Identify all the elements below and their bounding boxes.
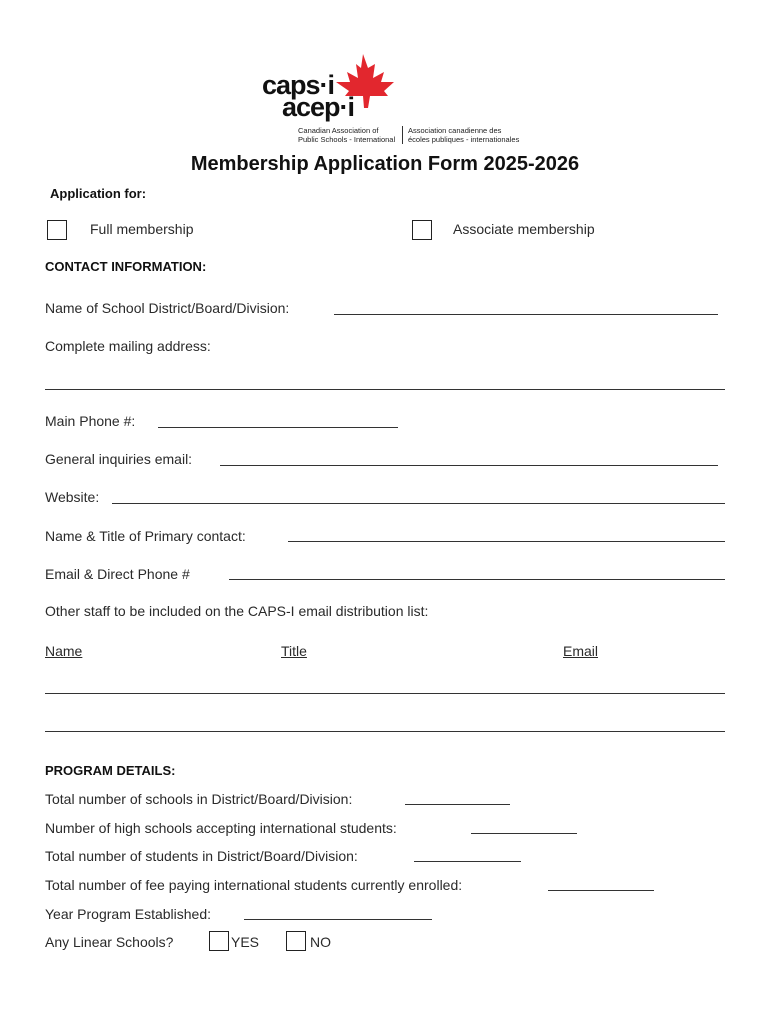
logo-english-name-line2: Public Schools - International — [298, 135, 396, 144]
full-membership-label: Full membership — [90, 221, 194, 237]
main-phone-label: Main Phone #: — [45, 413, 136, 429]
logo-french-name-line2: écoles publiques - internationales — [408, 135, 520, 144]
primary-contact-field[interactable] — [288, 541, 725, 542]
mailing-address-label: Complete mailing address: — [45, 338, 211, 354]
application-for-label: Application for: — [50, 186, 147, 201]
email-phone-field[interactable] — [229, 579, 725, 580]
associate-membership-label: Associate membership — [453, 221, 595, 237]
linear-no-label: NO — [310, 934, 331, 950]
logo-divider — [402, 126, 403, 144]
high-schools-label: Number of high schools accepting international students: — [45, 820, 397, 836]
school-district-field[interactable] — [334, 314, 718, 315]
school-district-label: Name of School District/Board/Division: — [45, 300, 290, 316]
column-name: Name — [45, 643, 83, 659]
general-email-label: General inquiries email: — [45, 451, 193, 467]
year-established-label: Year Program Established: — [45, 906, 212, 922]
primary-contact-label: Name & Title of Primary contact: — [45, 528, 246, 544]
form-title: Membership Application Form 2025-2026 — [190, 153, 580, 175]
fee-paying-label: Total number of fee paying international students currently enrolled: — [45, 877, 463, 893]
program-heading: PROGRAM DETAILS: — [45, 763, 176, 778]
column-title: Title — [281, 643, 307, 659]
staff-row-field-1[interactable] — [45, 693, 725, 694]
linear-schools-label: Any Linear Schools? — [45, 934, 174, 950]
column-email: Email — [563, 643, 599, 659]
contact-heading: CONTACT INFORMATION: — [45, 259, 207, 274]
website-label: Website: — [45, 489, 100, 505]
general-email-field[interactable] — [220, 465, 718, 466]
logo-french-name-line1: Association canadienne des — [408, 126, 502, 135]
logo-english-name-line1: Canadian Association of — [298, 126, 379, 135]
staff-row-field-2[interactable] — [45, 731, 725, 732]
associate-membership-checkbox[interactable] — [412, 220, 432, 240]
high-schools-field[interactable] — [471, 833, 577, 834]
full-membership-checkbox[interactable] — [47, 220, 67, 240]
schools-label: Total number of schools in District/Board/Division: — [45, 791, 353, 807]
students-label: Total number of students in District/Board/Division: — [45, 848, 358, 864]
year-established-field[interactable] — [244, 919, 432, 920]
logo-english-name — [298, 126, 395, 144]
main-phone-field[interactable] — [158, 427, 398, 428]
schools-field[interactable] — [405, 804, 510, 805]
linear-no-checkbox[interactable] — [286, 931, 306, 951]
logo-text-fr: acep·i — [282, 92, 355, 122]
linear-yes-checkbox[interactable] — [209, 931, 229, 951]
mailing-address-field[interactable] — [45, 389, 725, 390]
other-staff-label: Other staff to be included on the CAPS-I email distribution list: — [45, 603, 429, 619]
logo-text-en: caps·i — [262, 70, 335, 100]
email-phone-label: Email & Direct Phone # — [45, 566, 190, 582]
website-field[interactable] — [112, 503, 725, 504]
fee-paying-field[interactable] — [548, 890, 654, 891]
students-field[interactable] — [414, 861, 521, 862]
linear-yes-label: YES — [231, 934, 260, 950]
logo-french-name — [408, 126, 519, 144]
